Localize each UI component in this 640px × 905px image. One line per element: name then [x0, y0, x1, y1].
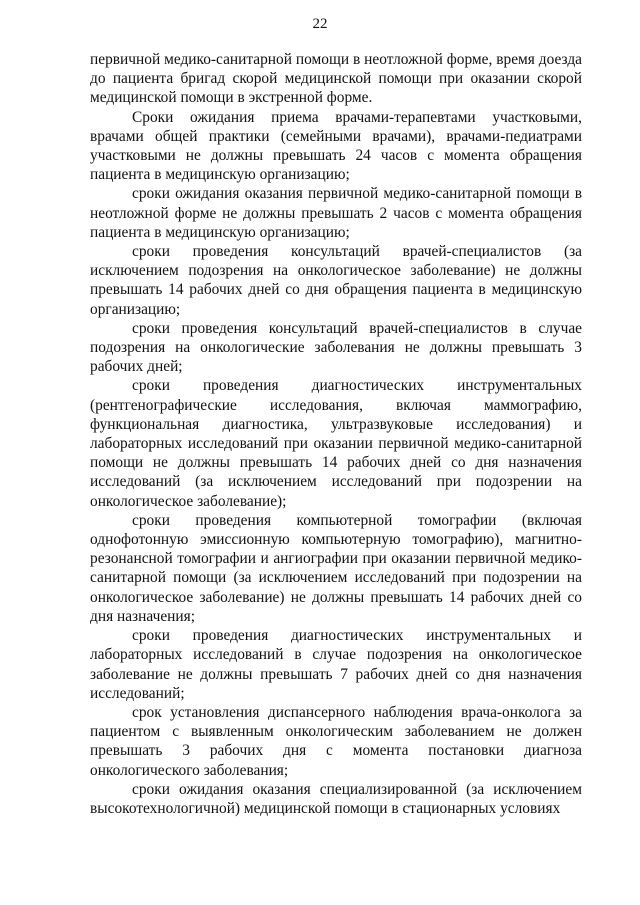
paragraph: сроки проведения консультаций врачей-специалистов (за исключением подозрения на онкологическое заболевание) не должны превышать 14 рабочих дней со дня обращения пациента в медицинскую организацию; [90, 243, 582, 318]
paragraph: Сроки ожидания приема врачами-терапевтами участковыми, врачами общей практики (семейными врачами), врачами-педиатрами участковыми не должны превышать 24 часов с момента обращения пациента в медицинскую организацию; [90, 108, 582, 184]
paragraph: сроки проведения компьютерной томографии (включая однофотонную эмиссионную компьютерную томографию), магнитно-резонансной томографии и ангиографии при оказании первичной медико-санитарной помощи (за исключением исследований при подозрении на онкологическое заболевание) не должны превышать 14 рабочих дней со дня назначения; [90, 511, 582, 625]
paragraph: сроки проведения консультаций врачей-специалистов в случае подозрения на онкологические заболевания не должны превышать 3 рабочих дней; [90, 319, 582, 376]
document-body [90, 50, 582, 818]
paragraph: сроки проведения диагностических инструментальных и лабораторных исследований в случае подозрения на онкологическое заболевание не должны превышать 7 рабочих дней со дня назначения исследований; [90, 627, 582, 702]
paragraph: сроки ожидания оказания специализированной (за исключением высокотехнологичной) медицинской помощи в стационарных условиях [90, 780, 582, 817]
paragraph: первичной медико-санитарной помощи в неотложной форме, время доезда до пациента бригад скорой медицинской помощи при оказании скорой медицинской помощи в экстренной форме. [90, 51, 582, 107]
paragraph: сроки проведения диагностических инструментальных (рентгенографические исследования, включая маммографию, функциональная диагностика, ультразвуковые исследования) и лабораторных исследований при оказании первичной медико-санитарной помощи не должны превышать 14 рабочих дней со дня назначения исследований (за исключением исследований при подозрении на онкологическое заболевание); [90, 377, 582, 510]
page-number: 22 [312, 16, 328, 32]
paragraph: срок установления диспансерного наблюдения врача-онколога за пациентом с выявленным онкологическим заболеванием не должен превышать 3 рабочих дня с момента постановки диагноза онкологического заболевания; [90, 703, 582, 779]
paragraph: сроки ожидания оказания первичной медико-санитарной помощи в неотложной форме не должны превышать 2 часов с момента обращения пациента в медицинскую организацию; [90, 185, 582, 241]
